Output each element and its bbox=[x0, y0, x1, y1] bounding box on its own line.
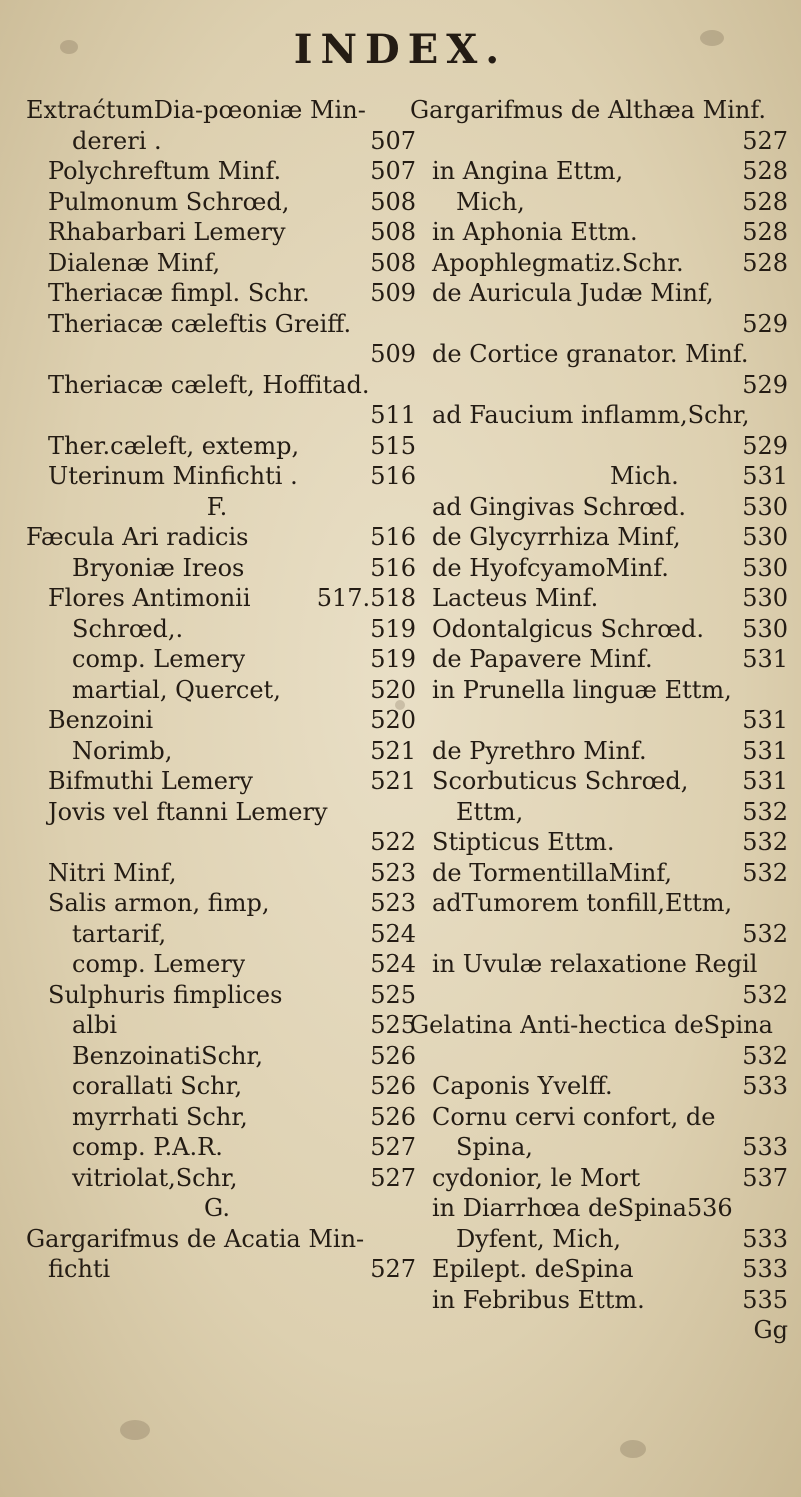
index-entry: Polychreftum Minf. 507 bbox=[48, 157, 416, 185]
index-entry: 529 bbox=[742, 370, 788, 399]
index-entry: martial, Quercet, 520 bbox=[72, 675, 416, 704]
index-entry: fichti 527 bbox=[48, 1255, 416, 1283]
index-entry: Mich. 531 bbox=[610, 462, 788, 490]
index-entry: Salis armon, fimp, 523 bbox=[48, 889, 416, 917]
index-entry: in Angina Ettm, 528 bbox=[432, 157, 788, 185]
index-entry: 511 bbox=[370, 401, 416, 429]
index-entry: de Glycyrrhiza Minf, 530 bbox=[432, 523, 788, 551]
index-entry: comp. P.A.R. 527 bbox=[72, 1133, 416, 1161]
index-entry: de TormentillaMinf, 532 bbox=[432, 858, 788, 887]
index-entry: dereri . 507 bbox=[72, 126, 416, 155]
index-entry: ad Faucium inflamm,Schr, bbox=[432, 401, 750, 429]
index-entry: ExtraćtumDia-pœoniæ Min- bbox=[26, 96, 366, 124]
index-entry: 522 bbox=[370, 828, 416, 856]
index-entry: in Diarrhœa deSpina536 bbox=[432, 1194, 733, 1222]
index-entry: albi 525 bbox=[72, 1011, 416, 1039]
index-entry: Ettm, 532 bbox=[456, 797, 788, 826]
index-entry: Sulphuris fimplices 525 bbox=[48, 980, 416, 1009]
index-entry: Nitri Minf, 523 bbox=[48, 858, 416, 887]
index-entry: in Prunella linguæ Ettm, bbox=[432, 675, 732, 704]
index-entry: Stipticus Ettm. 532 bbox=[432, 828, 788, 856]
index-entry: Theriacæ cæleftis Greiff. bbox=[48, 309, 352, 338]
index-entry: Uterinum Minfichti . 516 bbox=[48, 462, 416, 490]
index-entry: corallati Schr, 526 bbox=[72, 1072, 416, 1100]
index-entry: 509 bbox=[370, 340, 416, 368]
index-entry: Dyfent, Mich, 533 bbox=[456, 1224, 788, 1253]
index-entry: Cornu cervi confort, de bbox=[432, 1102, 716, 1131]
index-entry: de Auricula Judæ Minf, bbox=[432, 279, 714, 307]
index-entry: vitriolat,Schr, 527 bbox=[72, 1163, 416, 1192]
index-entry: Jovis vel ftanni Lemery bbox=[48, 797, 328, 826]
index-entry: Fæcula Ari radicis 516 bbox=[26, 523, 416, 551]
index-entry: 529 bbox=[742, 309, 788, 338]
index-entry: Gelatina Anti-hectica deSpina bbox=[410, 1011, 773, 1039]
index-entry: Bifmuthi Lemery 521 bbox=[48, 767, 416, 795]
index-entry: in Aphonia Ettm. 528 bbox=[432, 218, 788, 246]
index-entry: Dialenæ Minf, 508 bbox=[48, 248, 416, 277]
right-column bbox=[410, 95, 788, 1346]
index-entry: Scorbuticus Schrœd, 531 bbox=[432, 767, 788, 795]
index-entry: Theriacæ cæleft, Hoffitad. bbox=[48, 370, 370, 399]
section-letter: F. bbox=[206, 492, 228, 521]
index-entry: de Cortice granator. Minf. bbox=[432, 340, 749, 368]
index-entry: 532 bbox=[742, 1041, 788, 1070]
index-entry: Gargarifmus de Althæa Minf. bbox=[410, 96, 766, 124]
index-entry: Schrœd,. 519 bbox=[72, 614, 416, 643]
index-entry: Theriacæ fimpl. Schr. 509 bbox=[48, 279, 416, 307]
index-entry: in Uvulæ relaxatione Regil bbox=[432, 950, 758, 978]
index-entry: Bryoniæ Ireos 516 bbox=[72, 553, 416, 582]
index-entry: de HyofcyamoMinf. 530 bbox=[432, 553, 788, 582]
left-column bbox=[26, 95, 416, 1285]
catchword: Gg bbox=[753, 1316, 788, 1344]
page-header: INDEX. bbox=[293, 26, 508, 73]
index-entry: 532 bbox=[742, 980, 788, 1009]
index-entry: adTumorem tonfill,Ettm, bbox=[432, 889, 733, 917]
index-entry: myrrhati Schr, 526 bbox=[72, 1102, 416, 1131]
section-letter: G. bbox=[204, 1194, 230, 1222]
index-entry: Rhabarbari Lemery 508 bbox=[48, 218, 416, 246]
index-entry: tartarif, 524 bbox=[72, 919, 416, 948]
index-entry: Mich, 528 bbox=[456, 187, 788, 216]
index-entry: Pulmonum Schrœd, 508 bbox=[48, 187, 416, 216]
index-entry: cydonior, le Mort 537 bbox=[432, 1163, 788, 1192]
index-entry: 527 bbox=[742, 126, 788, 155]
index-entry: Flores Antimonii 517.518 bbox=[48, 584, 416, 612]
index-entry: Benzoini 520 bbox=[48, 706, 416, 734]
index-entry: de Pyrethro Minf. 531 bbox=[432, 736, 788, 765]
index-entry: Caponis Yvelff. 533 bbox=[432, 1072, 788, 1100]
index-entry: 529 bbox=[742, 431, 788, 460]
index-entry: comp. Lemery 519 bbox=[72, 645, 416, 673]
index-entry: Gargarifmus de Acatia Min- bbox=[26, 1224, 365, 1253]
index-entry: Odontalgicus Schrœd. 530 bbox=[432, 614, 788, 643]
index-entry: BenzoinatiSchr, 526 bbox=[72, 1041, 416, 1070]
index-entry: ad Gingivas Schrœd. 530 bbox=[432, 492, 788, 521]
index-entry: in Febribus Ettm. 535 bbox=[432, 1285, 788, 1314]
index-entry: Ther.cæleft, extemp, 515 bbox=[48, 431, 416, 460]
index-entry: Apophlegmatiz.Schr. 528 bbox=[432, 248, 788, 277]
index-entry: 531 bbox=[742, 706, 788, 734]
index-entry: 532 bbox=[742, 919, 788, 948]
index-entry: Lacteus Minf. 530 bbox=[432, 584, 788, 612]
index-entry: Norimb, 521 bbox=[72, 736, 416, 765]
index-entry: de Papavere Minf. 531 bbox=[432, 645, 788, 673]
index-entry: Epilept. deSpina 533 bbox=[432, 1255, 788, 1283]
index-entry: Spina, 533 bbox=[456, 1133, 788, 1161]
index-entry: comp. Lemery 524 bbox=[72, 950, 416, 978]
